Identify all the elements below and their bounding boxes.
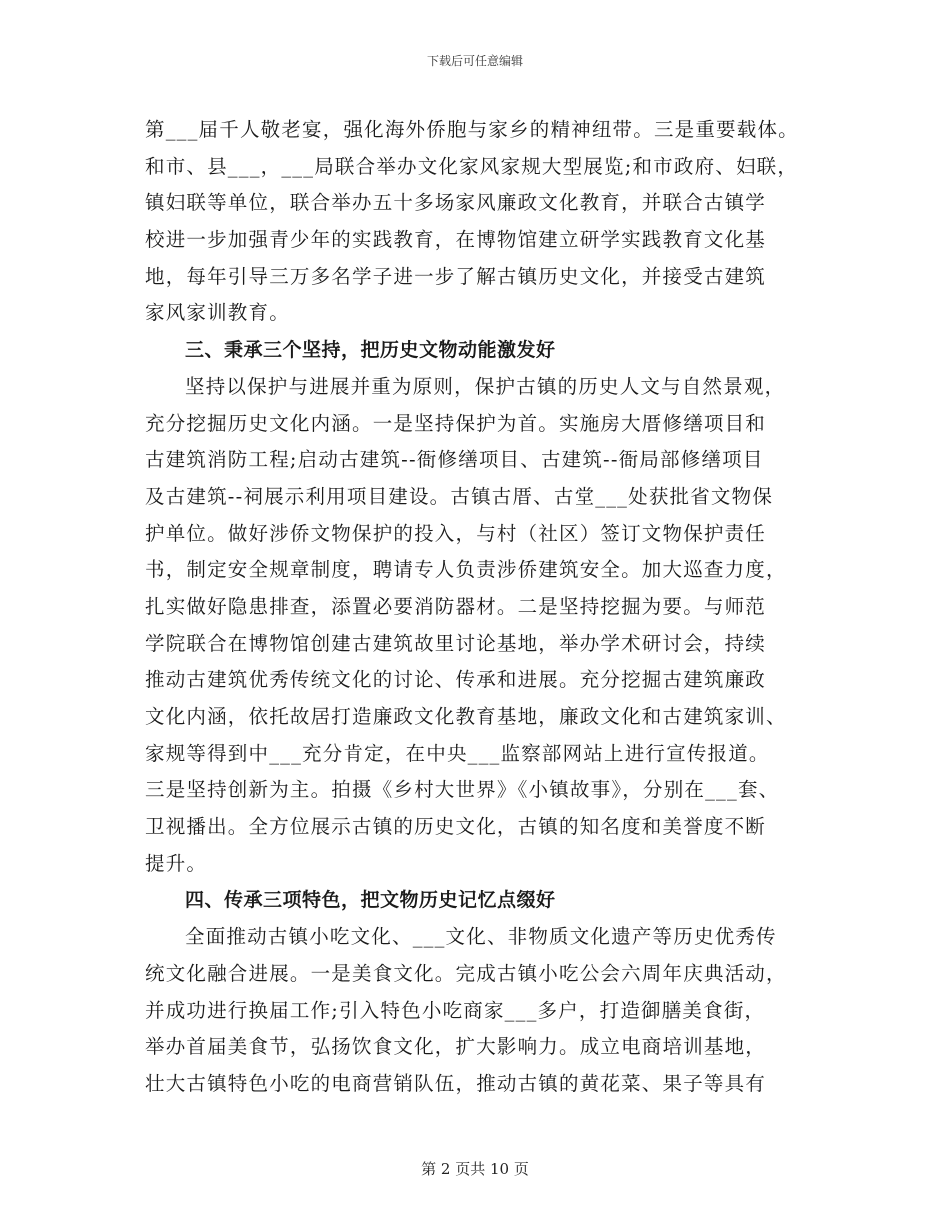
text-line: 全面推动古镇小吃文化、___文化、非物质文化遗产等历史优秀传 [185, 925, 777, 949]
text-line: 文化内涵，依托故居打造廉政文化教育基地，廉政文化和古建筑家训、 [145, 705, 787, 728]
page-footer: 第 2 页共 10 页 [421, 1160, 529, 1178]
text-line: 三是坚持创新为主。拍摄《乡村大世界》《小镇故事》，分别在___套、 [145, 778, 780, 802]
text-line: 统文化融合进展。一是美食文化。完成古镇小吃公会六周年庆典活动， [145, 961, 787, 985]
text-line: 家规等得到中___充分肯定，在中央___监察部网站上进行宣传报道。 [145, 741, 770, 765]
page-header: 下载后可任意编辑 [426, 54, 523, 68]
text-line: 镇妇联等单位，联合举办五十多场家风廉政文化教育，并联合古镇学 [145, 191, 767, 215]
text-line: 地，每年引导三万多名学子进一步了解古镇历史文化，并接受古建筑 [145, 264, 767, 288]
text-line: 学院联合在博物馆创建古建筑故里讨论基地，举办学术研讨会，持续 [145, 631, 767, 655]
text-line: 家风家训教育。 [145, 301, 290, 325]
text-line: 护单位。做好涉侨文物保护的投入，与村（社区）签订文物保护责任 [145, 521, 767, 545]
text-line: 校进一步加强青少年的实践教育，在博物馆建立研学实践教育文化基 [145, 228, 767, 252]
text-line: 第___届千人敬老宴，强化海外侨胞与家乡的精神纽带。三是重要载体。 [145, 118, 799, 141]
text-line: 古建筑消防工程;启动古建筑--衙修缮项目、古建筑--衙局部修缮项目 [145, 448, 764, 472]
text-line: 举办首届美食节，弘扬饮食文化，扩大影响力。成立电商培训基地， [145, 1035, 767, 1059]
text-line: 提升。 [145, 851, 208, 875]
text-line: 壮大古镇特色小吃的电商营销队伍，推动古镇的黄花菜、果子等具有 [145, 1071, 767, 1095]
text-line: 扎实做好隐患排查，添置必要消防器材。二是坚持挖掘为要。与师范 [145, 594, 767, 618]
text-line: 及古建筑--祠展示利用项目建设。古镇古厝、古堂___处获批省文物保 [145, 484, 774, 508]
text-line: 书，制定安全规章制度，聘请专人负责涉侨建筑安全。加大巡查力度， [145, 558, 787, 582]
text-line: 推动古建筑优秀传统文化的讨论、传承和进展。充分挖掘古建筑廉政 [145, 668, 767, 692]
document-body [145, 112, 815, 1103]
text-line: 并成功进行换届工作;引入特色小吃商家___多户，打造御膳美食街， [145, 998, 766, 1022]
section-heading: 三、秉承三个坚持，把历史文物动能激发好 [185, 339, 556, 362]
section-heading: 四、传承三项特色，把文物历史记忆点缀好 [185, 889, 556, 912]
text-line: 充分挖掘历史文化内涵。一是坚持保护为首。实施房大厝修缮项目和 [145, 411, 767, 435]
text-line: 坚持以保护与进展并重为原则，保护古镇的历史人文与自然景观， [185, 374, 786, 398]
text-line: 和市、县___，___局联合举办文化家风家规大型展览;和市政府、妇联， [145, 154, 799, 178]
text-line: 卫视播出。全方位展示古镇的历史文化，古镇的知名度和美誉度不断 [145, 815, 767, 839]
